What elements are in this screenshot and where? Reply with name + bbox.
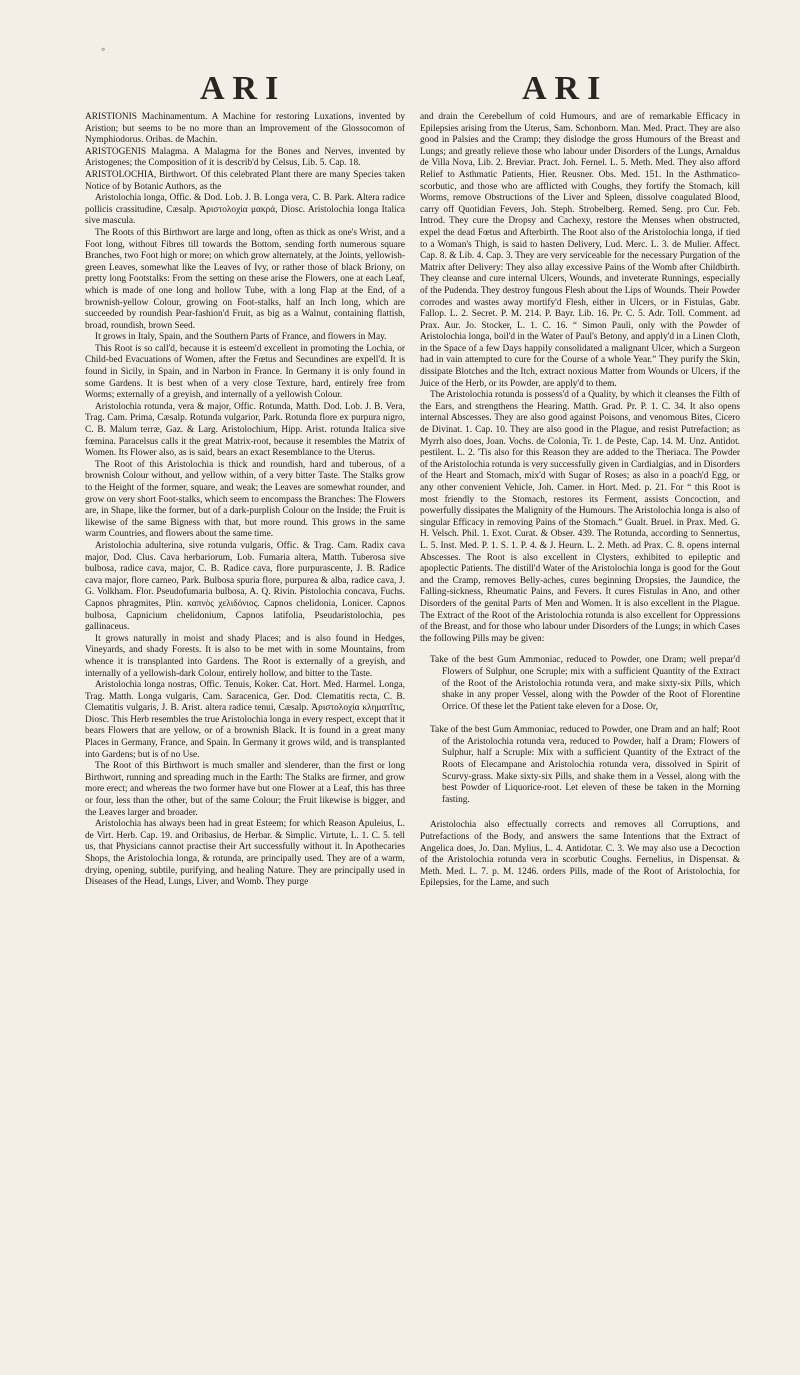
- paragraph: The Root of this Birthwort is much smaller and slenderer, than the first or long Birthwort, running and spreading much in the Earth: The Stalks are firmer, and grow more erect; and whereas the two former have but one Flower at a Leaf, this has three or four, less than the other, but of the same Colour; the Fruit likewise is bigger, and the Leaves larger and broader.: [85, 761, 405, 818]
- entry-aristogenis: ARISTOGENIS Malagma. A Malagma for the Bones and Nerves, invented by Aristogenes; the Composition of it is describ'd by Celsus, Lib. 5. Cap. 18.: [85, 146, 405, 169]
- paragraph: Aristolochia rotunda, vera & major, Offic. Rotunda, Matth. Dod. Lob. J. B. Vera, Trag. Cam. Prima, Cæsalp. Rotunda vulgarior, Park. Rotunda flore ex purpura nigro, C. B. Malum terræ, Gaz. & Larg. Aristolochium, Hipp. Arist. rotunda Italica sive fœmina. Paracelsus calls it the great Matrix-root, because it resembles the Matrix of Women. Its Flower also, as is said, bears an exact Resemblance to the Uterus.: [85, 401, 405, 459]
- running-head-right: ARI: [522, 70, 609, 107]
- paragraph: The Aristolochia rotunda is possess'd of a Quality, by which it cleanses the Filth of the Ears, and strengthens the Hearing. Matth. Grad. Pr. P. 1. C. 34. It also opens internal Abscesses. They are also good against Poisons, and venomous Bites, Cicero de Divinat. 1. Cap. 10. They are also good in the Plague, and resist Putrefaction; as Myrrh also does, Joan. Vochs. de Colonia, Tr. 1. de Peste, Cap. 14. M. Unz. Antidot. pestilent. L. 2. 'Tis also for this Reason they are added to the Theriaca. The Powder of the Aristolochia rotunda is very successfully given in Cardialgias, and in Disorders of the Heart and Stomach, mix'd with Sugar of Roses; as also in a poach'd Egg, or any other convenient Vehicle, Joh. Camer. in Hort. Med. p. 21. For “ this Root is most friendly to the Stomach, restores its Ferment, assists Concoction, and powerfully dissipates the Malignity of the Humours. The Aristolochia longa is also of singular Efficacy in removing Pains of the Stomach.” Gualt. Bruel. in Prax. Med. G. H. Velsch. Phil. 1. Exot. Curat. & Obser. 439. The Rotunda, according to Sennertus, L. 5. Inst. Med. P. 1. S. 1. P. 4. & J. Heurn. L. 2. Meth. ad Prax. C. 8. opens internal Abscesses. The Root is also excellent in Clysters, exhibited to epileptic and apoplectic Patients. The distill'd Water of the Aristolochia longa is good for the Gout and the Cramp, removes Belly-aches, cures beginning Dropsies, the Jaundice, the Falling-sickness, Rheumatic Pains, and Fevers. It cures Fistulas in Ano, and other Disorders of the genital Parts of Men and Women. It is also excellent in the Plague. The Extract of the Root of the Aristolochia rotunda is also excellent for Oppressions of the Breast, and for those who labour under Disorders of the Lungs; in which Cases the following Pills may be given:: [420, 390, 740, 644]
- entry-aristolochia: ARISTOLOCHIA, Birthwort. Of this celebrated Plant there are many Species taken Notice of by Botanic Authors, as the: [85, 169, 405, 192]
- paragraph: Aristolochia longa, Offic. & Dod. Lob. J. B. Longa vera, C. B. Park. Altera radice pollicis crassitudine, Cæsalp. Ἀριστολοχία μακρά, Diosc. Aristolochia longa Italica sive mascula.: [85, 193, 405, 227]
- paragraph: It grows naturally in moist and shady Places; and is also found in Hedges, Vineyards, and shady Forests. It is also to be met with in some Mountains, from whence it is transplanted into Gardens. The Root is externally of a greyish, and internally of a yellowish-dark Colour, entirely hollow, and bitter to the Taste.: [85, 633, 405, 679]
- recipe-pills-1: Take of the best Gum Ammoniac, reduced to Powder, one Dram; well prepar'd Flowers of Sulphur, one Scruple; mix with a sufficient Quantity of the Extract of the Root of the Aristolochia rotunda vera, and make sixty-six Pills, which shake in any proper Vessel, along with the Powder of the Root of Florentine Orrice. Of these let the Patient take eleven for a Dose. Or,: [430, 655, 740, 712]
- paragraph: The Root of this Aristolochia is thick and roundish, hard and tuberous, of a brownish Colour without, and yellow within, of a very bitter Taste. The Stalks grow to the Height of the former, square, and weak; the Leaves are somewhat rounder, and grow on very short Foot-stalks, which seem to encompass the Branches: The Flowers are, in Shape, like the former, but of a dark-purplish Colour on the Inside; the Fruit is likewise of the same Bigness with that, but more round. This grows in the same warm Countries, and flowers about the same time.: [85, 459, 405, 540]
- paragraph: It grows in Italy, Spain, and the Southern Parts of France, and flowers in May.: [95, 332, 387, 343]
- right-column: [420, 112, 740, 890]
- paragraph: This Root is so call'd, because it is esteem'd excellent in promoting the Lochia, or Child-bed Evacuations of Women, after the Fœtus and Secundines are expell'd. It is found in Sicily, in Spain, and in Narbon in France. In Germany it is only found in some Gardens. It is best when of a very close Texture, hard, entirely free from Worms; externally of a greyish, and internally of a yellowish Colour.: [85, 343, 405, 401]
- paragraph: Aristolochia longa nostras, Offic. Tenuis, Koker. Cat. Hort. Med. Harmel. Longa, Trag. Matth. Longa vulgaris, Cam. Saracenica, Ger. Dod. Clematitis recta, C. B. Clematitis vulgaris, J. B. Arist. altera radice tenui, Cæsalp. Ἀριστολοχία κληματῖτις, Diosc. This Herb resembles the true Aristolochia longa in every respect, except that it bears Flowers that are yellow, or of a brownish Black. It is found in a great many Places in Germany, France, and Spain. In Germany it grows wild, and is transplanted into Gardens; but is of no Use.: [85, 680, 405, 760]
- paragraph: Aristolochia adulterina, sive rotunda vulgaris, Offic. & Trag. Cam. Radix cava major, Dod. Clus. Cava herbariorum, Lob. Fumaria altera, Matth. Tuberosa sive bulbosa, radice cava, major, C. B. Radice cava, flore purpurascente, J. B. Radice cava major, flore carneo, Park. Bulbosa spuria flore, purpurea & alba, radice cava, J. G. Volkham. Flor. Pseudofumaria bulbosa, A. Q. Rivin. Pistolochia concava, Fuchs. Capnos phragmites, Plin. καπνὸς χελιδόνιος. Capnos chelidonia, Lonicer. Capnos bulbosa, Capnicium chelidonium, Capnos latifolia, Pseudaristolochia, pes gallinaceus.: [85, 540, 405, 633]
- paragraph: and drain the Cerebellum of cold Humours, and are of remarkable Efficacy in Epilepsies arising from the Uterus, Sam. Schonborn. Man. Med. Pract. They are also good in Palsies and the Cramp; they dislodge the gross Humours of the Breast and Lungs; and greatly relieve those who labour under Disorders of the Lungs, Arnaldus de Villa Nova, Lib. 2. Breviar. Pract. Joh. Fernel. L. 5. Meth. Med. They also afford Relief to Asthmatic Patients, Hier. Reusner. Obs. Med. 151. In the Asthmatico-scorbutic, and those who are afflicted with Coughs, they fortify the Stomach, kill Worms, remove Obstructions of the Liver and Spleen, dissolve coagulated Blood, carry off Quotidian Fevers, Joh. Steph. Strobelberg. Remed. Seng. pro Cur. Feb. Introd. They cure the Dropsy and Cachexy, restore the Menses when obstructed, expel the dead Fœtus and Afterbirth. The Root also of the Aristolochia longa, if tied to a Woman's Thigh, is said to hasten Delivery, Lud. Merc. L. 3. de Mulier. Affect. Cap. 8. & Lib. 4. Cap. 3. They are very serviceable for the necessary Purgation of the Matrix after Delivery: They also allay excessive Pains of the Womb after Childbirth. They cleanse and cure internal Ulcers, Wounds, and inveterate Runnings, especially of the Pudenda. They destroy fungous Flesh about the Lips of Wounds. Their Powder corrodes and wastes away mortify'd Flesh, either in Ulcers, or in Fistulas, Gabr. Fallop. L. 2. Secret. P. M. 214. P. Bayr. Lib. 16. Pr. C. 5. Adr. Toll. Comment. ad Prax. Aur. Jo. Stocker, L. 1. C. 16. “ Simon Pauli, only with the Powder of Aristolochia longa, boil'd in the Water of Paul's Betony, and apply'd in a Linen Cloth, in the Space of a few Days happily consolidated a malignant Ulcer, which a Surgeon had in vain attempted to cure for the Course of a whole Year.” They purify the Skin, dissipate Blotches and the Itch, extract noxious Matter from Wounds or Ulcers, if the Juice of the Herb, or its Powder, are apply'd to them.: [420, 112, 740, 389]
- recipe-pills-2: Take of the best Gum Ammoniac, reduced to Powder, one Dram and an half; Root of the Aristolochia rotunda vera, reduced to Powder, half a Dram; Flowers of Sulphur, half a Scruple: Mix with a sufficient Quantity of the Extract of the Roots of Elecampane and Aristolochia rotunda vera, dissolved in Spirit of Scurvy-grass. Make sixty-six Pills, and shake them in a Vessel, along with the best Powder of Liquorice-root. Let eleven of these be taken in the Morning fasting.: [430, 725, 740, 805]
- left-column: [85, 112, 405, 889]
- entry-aristionis: ARISTIONIS Machinamentum. A Machine for restoring Luxations, invented by Aristion; but seems to be no more than an Improvement of the Glossocomon of Nymphiodorus. Oribas. de Machin.: [85, 112, 405, 146]
- paragraph: Aristolochia has always been had in great Esteem; for which Reason Apuleius, L. de Virt. Herb. Cap. 19. and Oribasius, de Herbar. & Simplic. Virtute, L. 1. C. 5. tell us, that Physicians cannot practise their Art successfully without it. In Apothecaries Shops, the Aristolochia longa, & rotunda, are principally used. They are of a warm, drying, opening, subtile, purifying, and healing Nature. They are principally used in Diseases of the Head, Lungs, Liver, and Womb. They purge: [85, 819, 405, 888]
- paragraph: The Roots of this Birthwort are large and long, often as thick as one's Wrist, and a Foot long, without Fibres till towards the Bottom, sending forth numerous square Branches, two Foot high or more; on which grow alternately, at the Joints, yellowish-green Leaves, somewhat like the Leaves of Ivy, or rather those of black Briony, on pretty long Footstalks: From the setting on these arise the Flowers, one at each Leaf, which is made of one long and hollow Tube, with a long Flap at the End, of a brownish-yellow Colour, growing on Foot-stalks, half an Inch long, which are succeeded by roundish Pear-fashion'd Fruit, as big as a Walnut, containing flattish, broad, roundish, brown Seed.: [85, 227, 405, 331]
- running-head-left: ARI: [200, 70, 287, 107]
- page-mark: ◦: [101, 42, 106, 56]
- paragraph: Aristolochia also effectually corrects and removes all Corruptions, and Putrefactions of the Body, and answers the same Intentions that the Extract of Angelica does, Jo. Dan. Mylius, L. 4. Antidotar. C. 3. We may also use a Decoction of the Aristolochia rotunda vera in scorbutic Coughs. Fernelius, in Dispensat. & Meth. Med. L. 7. p. M. 1246. orders Pills, made of the Root of Aristolochia, for Epilepsies, for the Lame, and such: [420, 820, 740, 889]
